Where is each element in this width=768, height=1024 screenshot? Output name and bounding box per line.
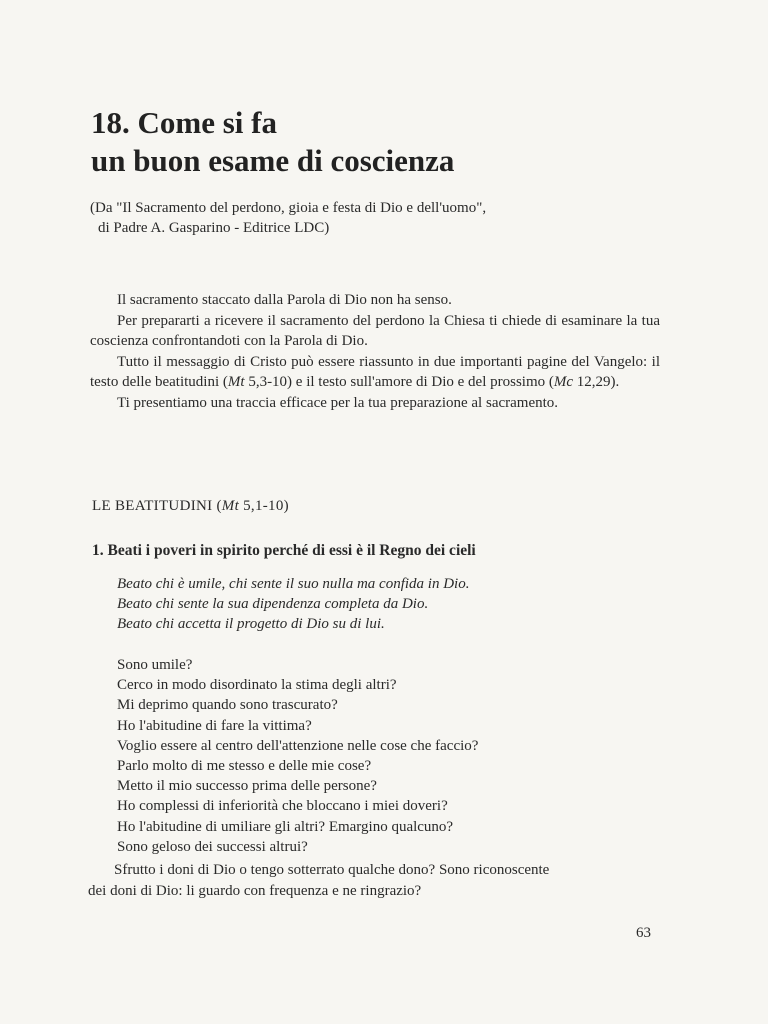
question-list bbox=[117, 655, 478, 857]
intro-paragraph: Ti presentiamo una traccia efficace per la tua preparazione al sacramento. bbox=[117, 394, 559, 411]
question-line-1: Sfrutto i doni di Dio o tengo sotterrato qualche dono? Sono riconoscente bbox=[114, 862, 550, 878]
italic-line: Beato chi è umile, chi sente il suo nulla ma confida in Dio. bbox=[117, 576, 470, 592]
intro-paragraph: Tutto il messaggio di Cristo può essere riassunto in due importanti pagine del Vangelo: il testo delle beatitudini (Mt 5,3-10) e il testo sull'amore di Dio e del prossimo (Mc 12,29). bbox=[90, 353, 660, 390]
beatitude-description bbox=[117, 574, 469, 634]
italic-line: Beato chi accetta il progetto di Dio su di lui. bbox=[117, 616, 385, 632]
source-line-1: (Da "Il Sacramento del perdono, gioia e festa di Dio e dell'uomo", bbox=[90, 200, 487, 216]
question-item: Ho l'abitudine di fare la vittima? bbox=[117, 717, 312, 734]
title-line-2: un buon esame di coscienza bbox=[91, 143, 455, 178]
title-line-1: 18. Come si fa bbox=[91, 105, 277, 140]
question-line-2: dei doni di Dio: li guardo con frequenza e ne ringrazio? bbox=[88, 882, 422, 899]
section-heading-text: LE BEATITUDINI bbox=[92, 498, 213, 514]
source-citation bbox=[90, 198, 486, 238]
section-heading bbox=[92, 498, 289, 515]
intro-text bbox=[90, 290, 660, 413]
question-item: Sono geloso dei successi altrui? bbox=[117, 838, 308, 855]
beatitude-title: 1. Beati i poveri in spirito perché di essi è il Regno dei cieli bbox=[92, 542, 476, 559]
intro-paragraph: Il sacramento staccato dalla Parola di Dio non ha senso. bbox=[117, 292, 452, 308]
question-item: Ho complessi di inferiorità che bloccano i miei doveri? bbox=[117, 798, 448, 815]
question-item: Ho l'abitudine di umiliare gli altri? Emargino qualcuno? bbox=[117, 818, 454, 835]
question-item: Parlo molto di me stesso e delle mie cose? bbox=[117, 758, 372, 775]
question-item-last bbox=[88, 860, 656, 901]
question-item: Cerco in modo disordinato la stima degli altri? bbox=[117, 677, 397, 694]
italic-line: Beato chi sente la sua dipendenza completa da Dio. bbox=[117, 596, 429, 612]
source-line-2: di Padre A. Gasparino - Editrice LDC) bbox=[98, 220, 330, 236]
question-item: Voglio essere al centro dell'attenzione nelle cose che faccio? bbox=[117, 737, 479, 754]
question-item: Mi deprimo quando sono trascurato? bbox=[117, 697, 338, 714]
question-item: Sono umile? bbox=[117, 657, 193, 673]
page-number: 63 bbox=[636, 925, 651, 941]
section-heading-ref: (Mt 5,1-10) bbox=[216, 498, 289, 514]
page-title bbox=[91, 104, 454, 180]
intro-paragraph: Per prepararti a ricevere il sacramento del perdono la Chiesa ti chiede di esaminare la tua coscienza confrontandoti con la Parola di Dio. bbox=[90, 312, 660, 349]
question-item: Metto il mio successo prima delle persone? bbox=[117, 778, 377, 795]
